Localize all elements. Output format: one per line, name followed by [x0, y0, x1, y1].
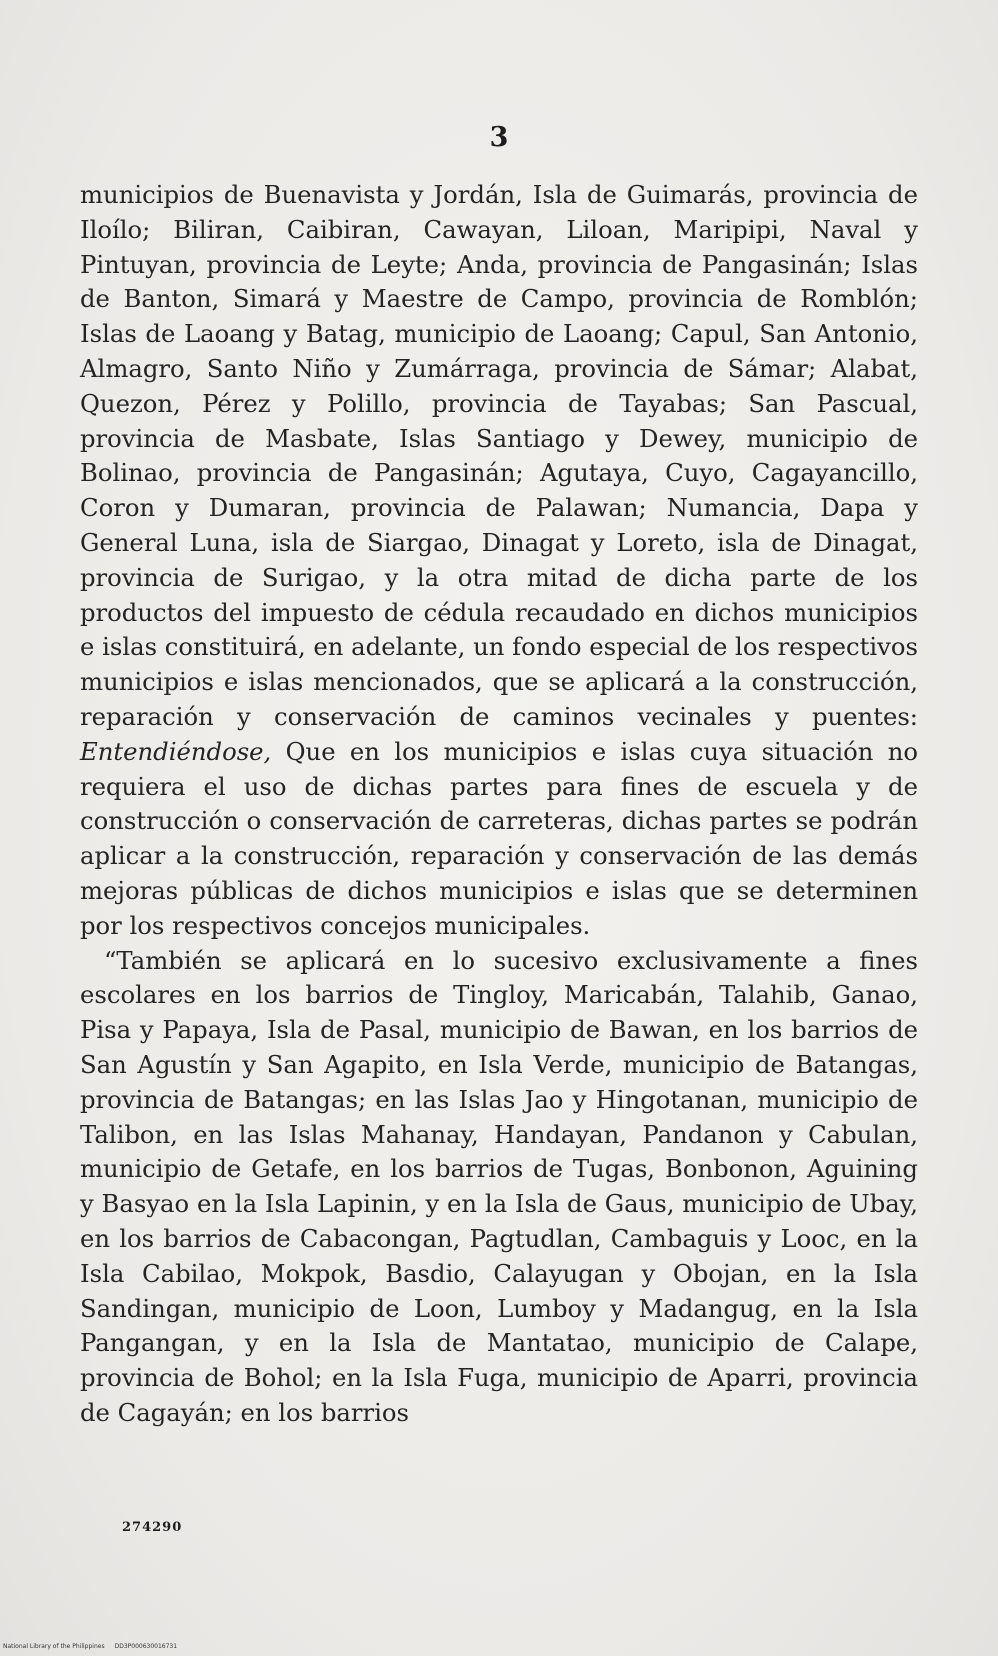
- body-text: [80, 178, 918, 1431]
- scan-footer: [3, 1643, 177, 1650]
- paragraph-1: [80, 178, 918, 944]
- footer-catalog-id: DD3P000630016731: [114, 1643, 178, 1650]
- paragraph-1-italic-term: Entendiéndose,: [80, 736, 272, 766]
- paragraph-2: “También se aplicará en lo sucesivo exclusivamente a fines escolares en los barrios de Tingloy, Maricabán, Talahib, Ganao, Pisa y Papaya, Isla de Pasal, municipio de Bawan, en los barrios de San Agustín y San Agapito, en Isla Verde, municipio de Batangas, provincia de Batangas; en las Islas Jao y Hingotanan, municipio de Talibon, en las Islas Mahanay, Handayan, Pandanon y Cabulan, municipio de Getafe, en los barrios de Tugas, Bonbonon, Aguining y Basyao en la Isla Lapinin, y en la Isla de Gaus, municipio de Ubay, en los barrios de Cabacongan, Pagtudlan, Cambaguis y Looc, en la Isla Cabilao, Mokpok, Basdio, Calayugan y Obojan, en la Isla Sandingan, municipio de Loon, Lumboy y Madangug, en la Isla Pangangan, y en la Isla de Mantatao, municipio de Calape, provincia de Bohol; en la Isla Fuga, municipio de Aparri, provincia de Cagayán; en los barrios: [80, 945, 918, 1427]
- printer-signature-mark: 274290: [122, 1520, 183, 1535]
- paragraph-1-text-b: Que en los municipios e islas cuya situación no requiera el uso de dichas partes para fines de escuela y de construcción o conservación de carreteras, dichas partes se podrán aplicar a la construcción, reparación y conservación de las demás mejoras públicas de dichos municipios e islas que se determinen por los respectivos concejos municipales.: [80, 736, 918, 940]
- page-number: 3: [489, 122, 509, 153]
- paragraph-1-text-a: municipios de Buenavista y Jordán, Isla de Guimarás, provincia de Iloílo; Biliran, Caibiran, Cawayan, Liloan, Maripipi, Naval y Pintuyan, provincia de Leyte; Anda, provincia de Pangasinán; Islas de Banton, Simará y Maestre de Campo, provincia de Romblón; Islas de Laoang y Batag, municipio de Laoang; Capul, San Antonio, Almagro, Santo Niño y Zumárraga, provincia de Sámar; Alabat, Quezon, Pérez y Polillo, provincia de Tayabas; San Pascual, provincia de Masbate, Islas Santiago y Dewey, municipio de Bolinao, provincia de Pangasinán; Agutaya, Cuyo, Cagayancillo, Coron y Dumaran, provincia de Palawan; Numancia, Dapa y General Luna, isla de Siargao, Dinagat y Loreto, isla de Dinagat, provincia de Surigao, y la otra mitad de dicha parte de los productos del impuesto de cédula recaudado en dichos municipios e islas constituirá, en adelante, un fondo especial de los respectivos municipios e islas mencionados, que se aplicará a la construcción, reparación y conservación de caminos vecinales y puentes:: [80, 180, 919, 731]
- footer-library: National Library of the Philippines: [3, 1643, 105, 1650]
